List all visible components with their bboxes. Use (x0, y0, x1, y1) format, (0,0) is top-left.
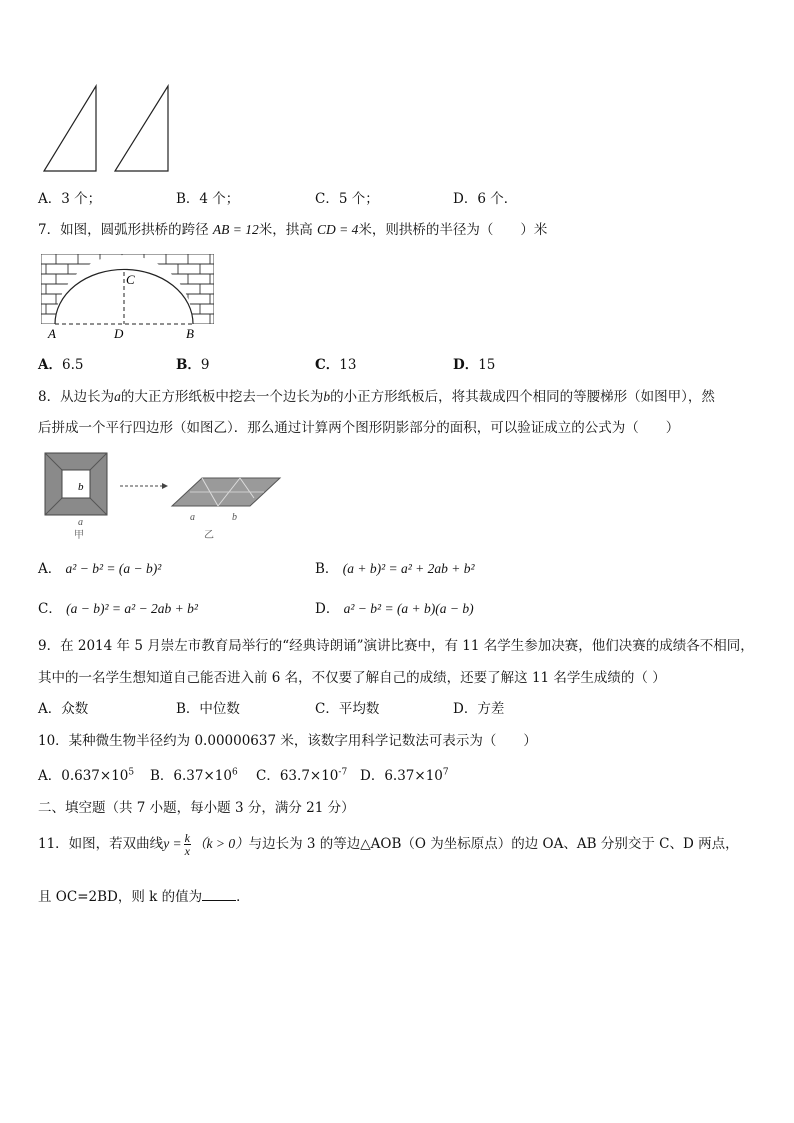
q10-stem: 10．某种微生物半径约为 0.00000637 米，该数字用科学记数法可表示为（ ） (38, 733, 537, 749)
label-jia: 甲 (74, 530, 84, 541)
label-d: D (114, 326, 124, 341)
label-inner-b: b (78, 481, 84, 493)
triangle-1 (44, 86, 96, 171)
q6-figure (40, 82, 180, 174)
fraction-k-over-x: $\frac{k}{x}$ (184, 831, 190, 858)
q8-stem-line2: 后拼成一个平行四边形（如图乙）．那么通过计算两个图形阴影部分的面积，可以验证成立的公式为（ ） (38, 420, 680, 436)
q10-option-d[interactable]: D．$6.37\times 10^7$ (360, 767, 449, 784)
q7-option-c[interactable]: C．13 (315, 357, 357, 373)
q10-option-a[interactable]: A．$0.637\times 10^5$ (38, 767, 135, 784)
q7-bridge-figure (38, 250, 218, 342)
q6-option-d[interactable]: D．6 个． (453, 191, 518, 207)
q8-option-c[interactable]: C． (a − b)² = a² − 2ab + b² (38, 601, 198, 617)
label-c: C (126, 272, 135, 287)
q7-option-b[interactable]: B．9 (176, 357, 210, 373)
q10-option-b[interactable]: B．$6.37\times 10^6$ (150, 767, 238, 784)
q7-option-d[interactable]: D．15 (453, 357, 496, 373)
q9-option-d[interactable]: D．方差 (453, 701, 505, 717)
q9-stem-line1: 9．在 2014 年 5 月崇左市教育局举行的“经典诗朗诵”演讲比赛中，有 11 名学生参加决赛，他们决赛的成绩各不相同， (38, 638, 754, 654)
label-a: A (48, 326, 56, 341)
q8-option-a[interactable]: A． a² − b² = (a − b)² (38, 561, 162, 577)
q6-option-c[interactable]: C．5 个； (315, 191, 379, 207)
q9-option-b[interactable]: B．中位数 (176, 701, 240, 717)
q9-option-c[interactable]: C．平均数 (315, 701, 380, 717)
q7-option-a[interactable]: A．6.5 (38, 357, 84, 373)
q6-option-b[interactable]: B．4 个； (176, 191, 240, 207)
q6-option-a[interactable]: A．3 个； (38, 191, 102, 207)
label-a2: a (190, 512, 195, 523)
section-heading: 二、填空题（共 7 小题，每小题 3 分，满分 21 分） (38, 800, 355, 816)
q11-stem-line1: 11．如图，若双曲线y = $\frac{k}{x}$ （k > 0）与边长为 3 的等边△AOB（O 为坐标原点）的边 OA、AB 分别交于 C、D 两点， (38, 831, 739, 858)
label-yi: 乙 (204, 530, 214, 541)
answer-blank[interactable] (202, 888, 236, 901)
q8-stem-line1: 8．从边长为a的大正方形纸板中挖去一个边长为b的小正方形纸板后，将其裁成四个相同的等腰梯形（如图甲），然 (38, 389, 715, 405)
label-b2: b (232, 512, 237, 523)
small-square (62, 470, 90, 498)
label-b: B (186, 326, 194, 341)
q8-figure (40, 448, 290, 544)
triangle-2 (115, 86, 168, 171)
q8-option-d[interactable]: D． a² − b² = (a + b)(a − b) (315, 601, 474, 617)
q9-option-a[interactable]: A．众数 (38, 701, 89, 717)
q7-stem: 7．如图，圆弧形拱桥的跨径 AB = 12米，拱高 CD = 4米，则拱桥的半径为（ ）米 (38, 222, 548, 238)
label-a1: a (78, 517, 83, 528)
q10-option-c[interactable]: C．$63.7\times 10^{-7}$ (256, 767, 348, 784)
q9-stem-line2: 其中的一名学生想知道自己能否进入前 6 名，不仅要了解自己的成绩，还要了解这 11 名学生成绩的（ ） (38, 670, 666, 686)
q8-option-b[interactable]: B． (a + b)² = a² + 2ab + b² (315, 561, 475, 577)
q11-stem-line2: 且 OC=2BD，则 k 的值为 ． (38, 889, 250, 905)
